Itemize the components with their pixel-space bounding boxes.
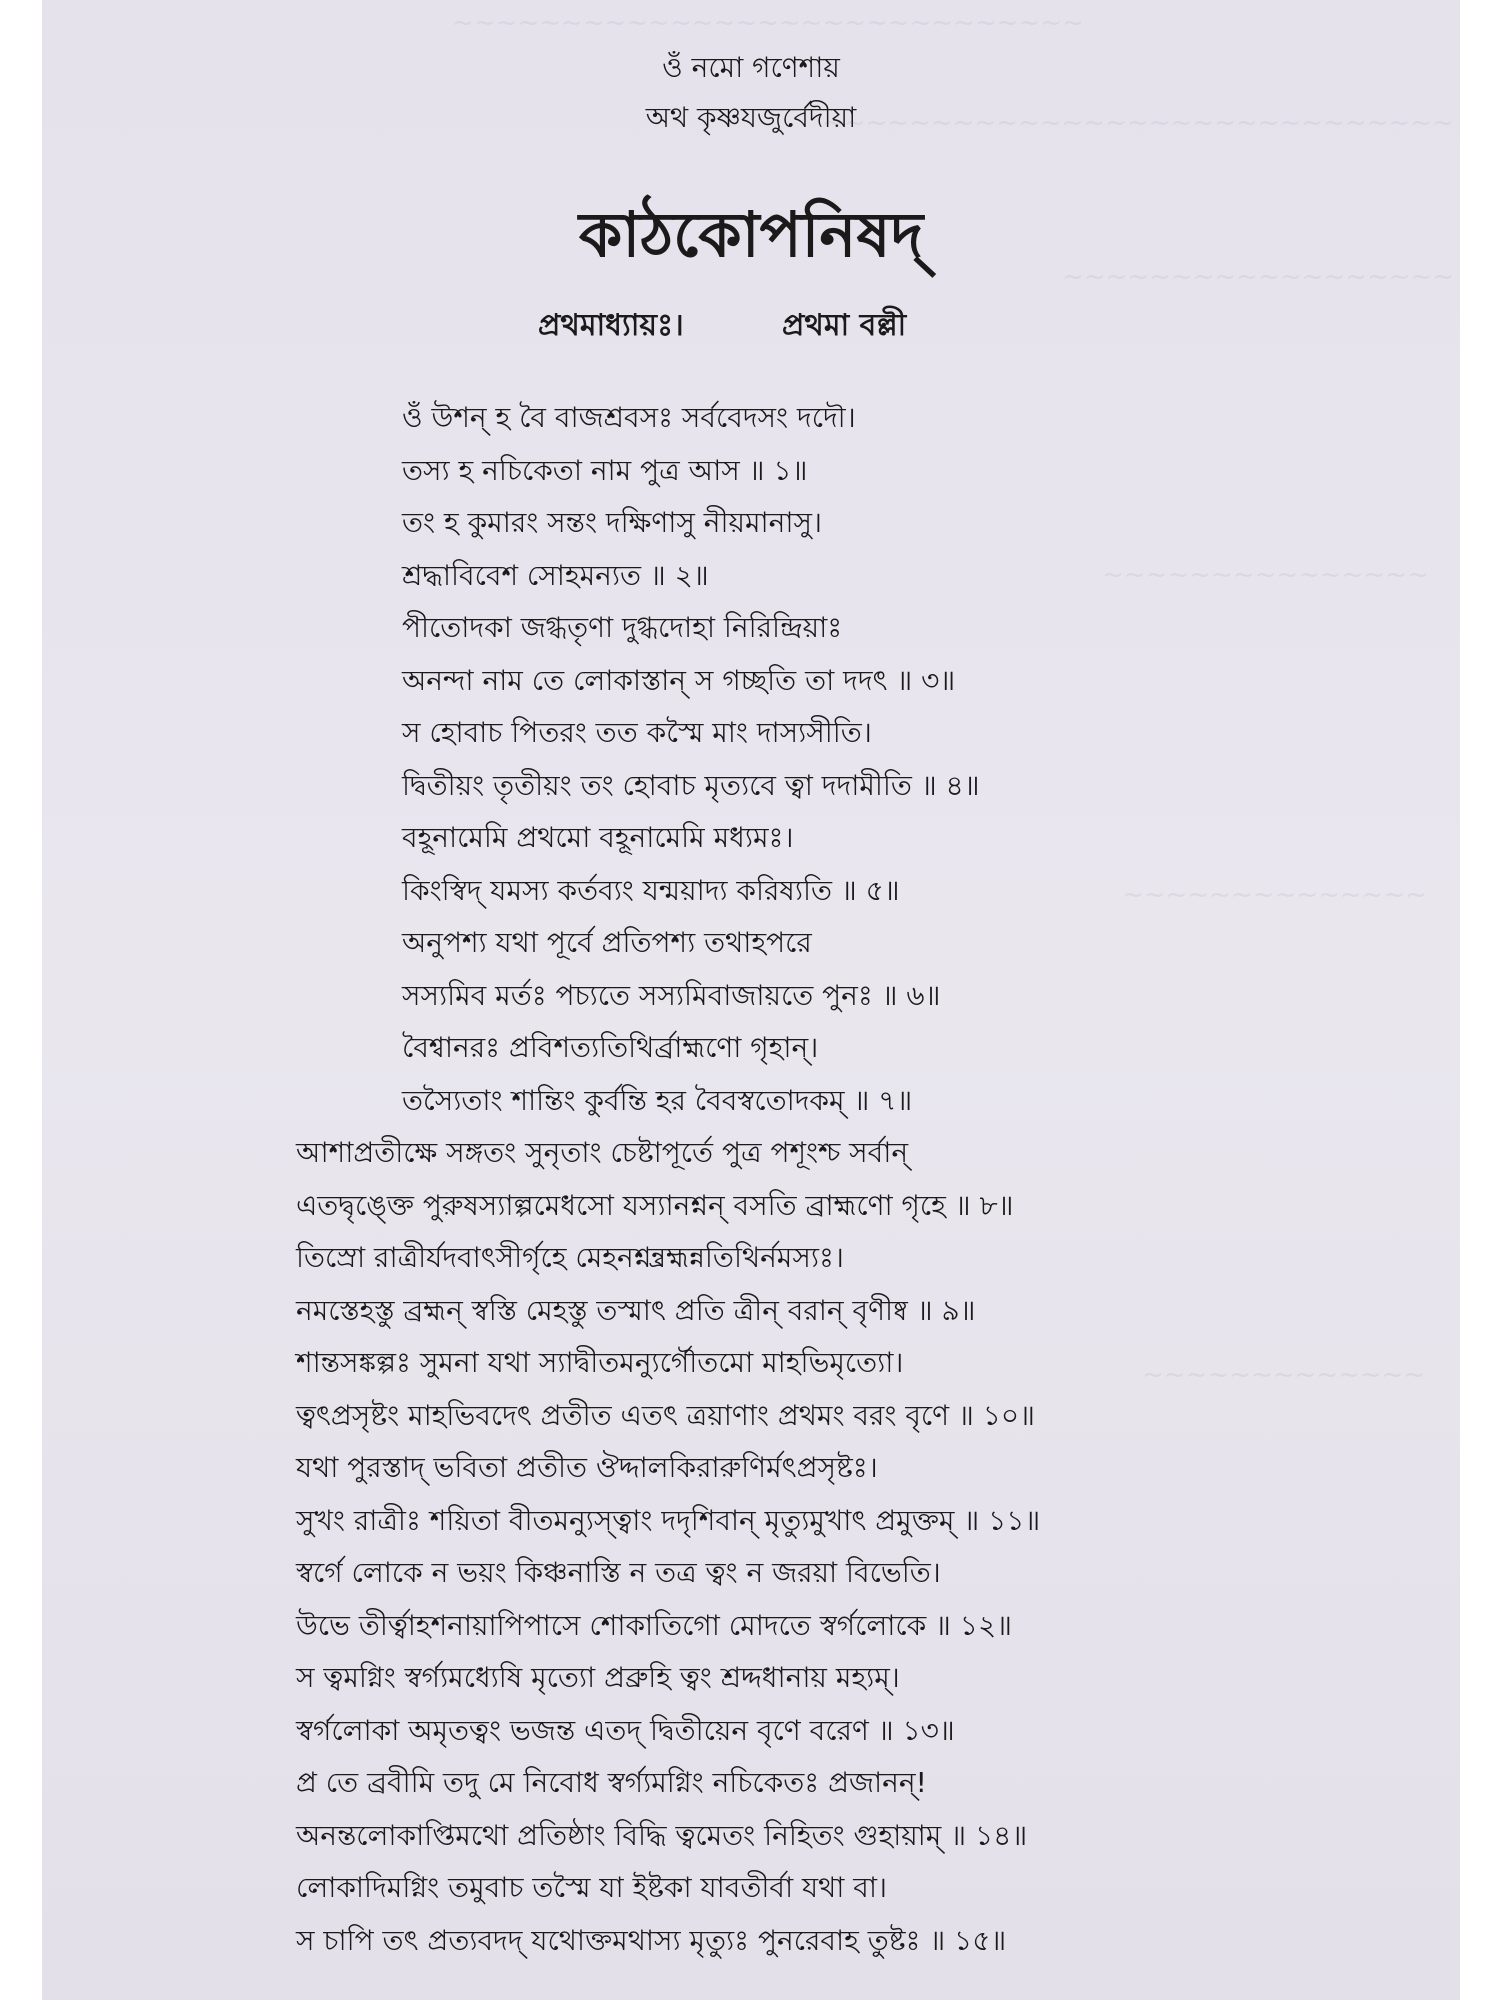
verse-list (42, 392, 1460, 1967)
verse-line: স হোবাচ পিতরং তত কস্মৈ মাং দাস্যসীতি। (402, 716, 872, 749)
verse-line: তং হ কুমারং সন্তং দক্ষিণাসু নীয়মানাসু। (402, 506, 823, 539)
scanned-page (42, 0, 1460, 2000)
verse-line: ওঁ উশন্ হ বৈ বাজশ্রবসঃ সর্ববেদসং দদৌ। (402, 401, 856, 434)
verse-line: স্বর্গে লোকে ন ভয়ং কিঞ্চনাস্তি ন তত্র ত্বং ন জরয়া বিভেতি। (296, 1556, 941, 1589)
verse-line: অনন্দা নাম তে লোকাস্তান্ স গচ্ছতি তা দদৎ ॥ ৩॥ (402, 663, 956, 697)
verse-line: অনন্তলোকাপ্তিমথো প্রতিষ্ঠাং বিদ্ধি ত্বমেতং নিহিতং গুহায়াম্ ॥ ১৪॥ (296, 1818, 1028, 1852)
verse-line: স চাপি তৎ প্রত্যবদদ্ যথোক্তমথাস্য মৃত্যুঃ পুনরেবাহ তুষ্টঃ ॥ ১৫॥ (296, 1923, 1007, 1957)
verse-line: যথা পুরস্তাদ্ ভবিতা প্রতীত ঔদ্দালকিরারুণির্মৎপ্রসৃষ্টঃ। (296, 1451, 878, 1484)
verse-line: লোকাদিমগ্নিং তমুবাচ তস্মৈ যা ইষ্টকা যাবতীর্বা যথা বা। (296, 1871, 887, 1904)
verse-line: স্বর্গলোকা অমৃতত্বং ভজন্ত এতদ্ দ্বিতীয়েন বৃণে বরেণ ॥ ১৩॥ (296, 1713, 955, 1747)
invocation-line: ওঁ নমো গণেশায় (662, 51, 840, 84)
verse-line: তস্য হ নচিকেতা নাম পুত্র আস ॥ ১॥ (402, 453, 808, 487)
bleed-through-text: ~~~~~~~~~~~~~~~~~~ (1062, 262, 1455, 292)
chapter-valli: প্রথমা বল্লী (782, 308, 907, 343)
bleed-through-text: ~~~~~~~~~~~~~~~~~~~~~~~~~~~~~ (452, 8, 1084, 38)
subtitle-line: অথ কৃষ্ণযজুর্বেদীয়া (645, 101, 857, 134)
verse-line: পীতোদকা জগ্ধতৃণা দুগ্ধদোহা নিরিন্দ্রিয়াঃ (402, 611, 843, 644)
verse-line: দ্বিতীয়ং তৃতীয়ং তং হোবাচ মৃত্যবে ত্বা দদামীতি ॥ ৪॥ (402, 768, 980, 802)
verse-line: স ত্বমগ্নিং স্বর্গ্যমধ্যেষি মৃত্যো প্রব্রুহি ত্বং শ্রদ্দধানায় মহ্যম্। (296, 1661, 900, 1694)
bleed-through-text: ~~~~~~~~~~~~~ (1142, 1360, 1426, 1390)
verse-line: সুখং রাত্রীঃ শয়িতা বীতমন্যুস্ত্বাং দদৃশিবান্ মৃত্যুমুখাৎ প্রমুক্তম্ ॥ ১১॥ (296, 1503, 1041, 1537)
verse-line: বৈশ্বানরঃ প্রবিশত্যতিথির্ব্রাহ্মণো গৃহান্। (402, 1031, 819, 1064)
verse-line: আশাপ্রতীক্ষে সঙ্গতং সুনৃতাং চেষ্টাপূর্তে পুত্র পশূংশ্চ সর্বান্ (296, 1136, 909, 1169)
verse-line: শান্তসঙ্কল্পঃ সুমনা যথা স্যাদ্বীতমন্যুর্গৌতমো মাহভিমৃত্যো। (296, 1346, 904, 1379)
verse-line: বহূনামেমি প্রথমো বহূনামেমি মধ্যমঃ। (402, 821, 794, 854)
verse-line: কিংস্বিদ্ যমস্য কর্তব্যং যন্ময়াদ্য করিষ্যতি ॥ ৫॥ (402, 873, 900, 907)
chapter-adhyaya: প্রথমাধ্যায়ঃ। (538, 308, 684, 343)
verse-line: নমস্তেহস্তু ব্রহ্মন্ স্বস্তি মেহস্তু তস্মাৎ প্রতি ত্রীন্ বরান্ বৃণীষ্ব ॥ ৯॥ (296, 1293, 976, 1327)
page-title: কাঠকোপনিষদ্ (578, 198, 924, 271)
verse-line: সস্যমিব মর্তঃ পচ্যতে সস্যমিবাজায়তে পুনঃ ॥ ৬॥ (402, 978, 941, 1012)
bleed-through-text: ~~~~~~~~~~~~~~~~~~~~~~~~~~~~~ (822, 108, 1454, 138)
verse-line: ত্বৎপ্রসৃষ্টং মাহভিবদেৎ প্রতীত এতৎ ত্রয়াণাং প্রথমং বরং বৃণে ॥ ১০॥ (296, 1398, 1035, 1432)
bleed-through-text: ~~~~~~~~~~~~~~~ (1102, 560, 1429, 590)
verse-line: উভে তীর্ত্বাহশনায়াপিপাসে শোকাতিগো মোদতে স্বর্গলোকে ॥ ১২॥ (296, 1608, 1013, 1642)
verse-line: প্র তে ব্রবীমি তদু মে নিবোধ স্বর্গ্যমগ্নিং নচিকেতঃ প্রজানন্! (296, 1766, 927, 1799)
verse-line: অনুপশ্য যথা পূর্বে প্রতিপশ্য তথাহপরে (402, 926, 812, 959)
verse-line: এতদ্বৃঙ্ক্তে পুরুষস্যাল্পমেধসো যস্যানশ্নন্ বসতি ব্রাহ্মণো গৃহে ॥ ৮॥ (296, 1188, 1014, 1222)
verse-line: তস্যৈতাং শান্তিং কুর্বন্তি হর বৈবস্বতোদকম্ ॥ ৭॥ (402, 1083, 913, 1117)
verse-line: শ্রদ্ধাবিবেশ সোহমন্যত ॥ ২॥ (402, 558, 709, 592)
verse-line: তিস্রো রাত্রীর্যদবাৎসীর্গৃহে মেহনশ্নন্ব্রহ্মন্নতিথির্নমস্যঃ। (296, 1241, 844, 1274)
bleed-through-text: ~~~~~~~~~~~~~~ (1122, 880, 1427, 910)
